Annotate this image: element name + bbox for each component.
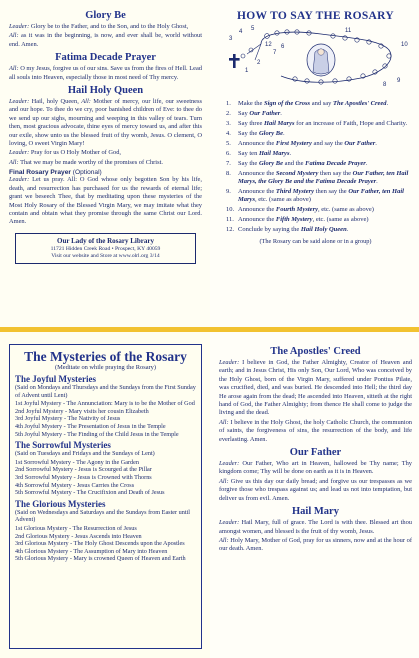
- step-item: 6. Say ten Hail Marys.: [226, 150, 292, 157]
- mystery-item: 3rd Sorrowful Mystery - Jesus is Crowned with Thorns: [15, 473, 152, 481]
- glory-be-title: Glory Be: [85, 10, 126, 21]
- hail-mary-leader: Leader: Hail Mary, full of grace. The Lord is with thee. Blessed art thou amongst women, and blessed is the fruit of thy womb, Jesus.: [219, 519, 412, 535]
- svg-text:6: 6: [280, 44, 284, 50]
- library-name: Our Lady of the Rosary Library: [57, 236, 154, 245]
- hail-mary-all: All: Holy Mary, Mother of God, pray for us sinners, now and at the hour of our death. Amen.: [219, 536, 412, 553]
- mysteries-groups: [15, 374, 196, 563]
- library-box: [15, 233, 196, 264]
- glory-be-leader: Leader: Glory be to the Father, and to the Son, and to the Holy Ghost,: [9, 23, 189, 30]
- panel-how-to: [210, 0, 419, 327]
- mystery-item: 5th Joyful Mystery - The Finding of the Child Jesus in the Temple: [15, 430, 179, 438]
- svg-text:7: 7: [272, 50, 276, 56]
- mystery-item: 4th Sorrowful Mystery - Jesus Carries the Cross: [15, 481, 135, 489]
- svg-text:10: 10: [400, 42, 408, 48]
- library-web: Visit our website and Store at www.olrl.org 3/14: [51, 252, 160, 259]
- mystery-item: 5th Glorious Mystery - Mary is crowned Queen of Heaven and Earth: [15, 555, 186, 563]
- mystery-item: 1st Sorrowful Mystery - The Agony in the Garden: [15, 458, 139, 466]
- svg-text:12: 12: [264, 42, 272, 48]
- mystery-group-note: (Said on Mondays and Thursdays and the Sundays from the First Sunday of Advent until Lent): [15, 384, 196, 399]
- mysteries-subtitle: (Meditate on while praying the Rosary): [55, 364, 156, 371]
- cross-icon: [229, 54, 240, 68]
- creed-all: All: I believe in the Holy Ghost, the holy Catholic Church, the communion of saints, the forgiveness of sins, the resurrection of the body, and life everlasting. Amen.: [219, 418, 412, 443]
- svg-text:8: 8: [382, 82, 386, 88]
- medal-figure-icon: [307, 44, 335, 76]
- rosary-diagram: [221, 24, 411, 94]
- hail-holy-queen-leader2: Leader: Pray for us O Holy Mother of God,: [9, 149, 121, 157]
- svg-text:4: 4: [238, 29, 242, 35]
- mysteries-box: [9, 344, 202, 649]
- mystery-group-title: The Glorious Mysteries: [15, 498, 106, 509]
- step-item: 7. Say the Glory Be and the Fatima Decade Prayer.: [226, 160, 368, 167]
- mystery-item: 2nd Sorrowful Mystery - Jesus is Scourged at the Pillar: [15, 466, 152, 474]
- step-item: 11. Announce the Fifth Mystery, etc. (same as above): [226, 216, 369, 224]
- how-to-note: (The Rosary can be said alone or in a group): [259, 237, 372, 245]
- svg-text:11: 11: [344, 28, 351, 34]
- hail-holy-queen-text: Leader: Hail, holy Queen, All: Mother of mercy, our life, our sweetness and our hope. To thee do we cry, poor banished children of Eve: to thee do we send up our sighs, mourning and weeping in this valley of tears. Turn then, most gracious advocate, thine eyes of mercy toward us, and after this our exile, show unto us the blessed fruit of thy womb, Jesus. O clement, O loving, O sweet Virgin Mary!: [9, 98, 202, 148]
- mystery-item: 2nd Joyful Mystery - Mary visits her cousin Elizabeth: [15, 407, 149, 415]
- svg-text:5: 5: [250, 26, 254, 32]
- our-father-all: All: Give us this day our daily bread; and forgive us our trespasses as we forgive those who trespass against us; and lead us not into temptation, but deliver us from evil. Amen.: [219, 477, 412, 502]
- library-address: 11721 Hidden Creek Road • Prospect, KY 40059: [50, 245, 161, 252]
- glory-be-all: All: as it was in the beginning, is now, and ever shall be, world without end. Amen.: [9, 32, 202, 48]
- mystery-item: 4th Joyful Mystery - The Presentation of Jesus in the Temple: [15, 422, 166, 430]
- svg-text:9: 9: [396, 78, 400, 84]
- our-father-title: Our Father: [289, 447, 342, 459]
- steps-list: [218, 100, 413, 235]
- final-prayer-title: Final Rosary Prayer (Optional): [9, 169, 102, 177]
- mystery-item: 1st Joyful Mystery - The Annunciation: Mary is to be the Mother of God: [15, 400, 195, 408]
- hail-mary-title: Hail Mary: [292, 506, 339, 518]
- mystery-item: 5th Sorrowful Mystery - The Crucifixion and Death of Jesus: [15, 489, 165, 497]
- mystery-item: 3rd Glorious Mystery - The Holy Ghost Descends upon the Apostles: [15, 540, 185, 548]
- step-item: 8. Announce the Second Mystery then say the Our Father, ten Hail Marys, the Glory Be and the Fatima Decade Prayer.: [226, 170, 409, 186]
- creed-leader: Leader: I believe in God, the Father Almighty, Creator of Heaven and earth; and in Jesus Christ, His only Son, Our Lord, Who was conceived by the Holy Ghost, born of the Virgin Mary, suffered under Pontius Pilate, was crucified, died, and was buried. He descended into Hell; the third day He arose again from the dead; He ascended into Heaven, sitteth at the right hand of God, the Father Almighty; from thence He shall come to judge the living and the dead.: [219, 359, 412, 417]
- fatima-all: All: O my Jesus, forgive us of our sins. Save us from the fires of Hell. Lead all souls into Heaven, especially those in most need of Thy mercy.: [9, 65, 202, 81]
- our-father-leader: Leader: Our Father, Who art in Heaven, hallowed be Thy name; Thy kingdom come; Thy will be done on earth as it is in Heaven.: [219, 460, 412, 476]
- step-item: 3. Say three Hail Marys for an increase of Faith, Hope and Charity.: [226, 120, 408, 127]
- step-item: 12. Conclude by saying the Hail Holy Queen.: [226, 226, 349, 234]
- mystery-item: 3rd Joyful Mystery - The Nativity of Jesus: [15, 415, 121, 423]
- mystery-group-note: (Said on Wednesdays and Saturdays and the Sundays from Easter until Advent): [15, 508, 191, 524]
- svg-text:2: 2: [256, 60, 260, 66]
- mystery-group-title: The Sorrowful Mysteries: [15, 440, 111, 451]
- creed-title: The Apostles' Creed: [270, 346, 361, 357]
- hail-holy-queen-title: Hail Holy Queen: [67, 85, 144, 97]
- panel-mysteries: [0, 327, 210, 658]
- how-to-title: HOW TO SAY THE ROSARY: [237, 10, 394, 22]
- svg-text:1: 1: [244, 68, 248, 74]
- mystery-group-title: The Joyful Mysteries: [15, 374, 96, 384]
- step-item: 10. Announce the Fourth Mystery, etc. (same as above): [226, 206, 374, 214]
- panel-prayers-top-left: [0, 0, 210, 327]
- hail-holy-queen-all2: All: That we may be made worthy of the promises of Christ.: [9, 158, 163, 166]
- mystery-item: 4th Glorious Mystery - The Assumption of Mary into Heaven: [15, 547, 168, 555]
- fatima-title: Fatima Decade Prayer: [55, 52, 156, 64]
- step-item: 9. Announce the Third Mystery then say the Our Father, ten Hail Marys, etc. (same as above): [226, 188, 404, 204]
- step-item: 5. Announce the First Mystery and say the Our Father.: [226, 140, 377, 147]
- mysteries-title: The Mysteries of the Rosary: [24, 349, 187, 364]
- final-prayer-text: Leader: Let us pray. All: O God whose only begotten Son by his life, death, and resurrection has purchased for us the rewards of eternal life; grant we beseech Thee, that by meditating upon these mysteries of the Most Holy Rosary of the Blessed Virgin Mary, we may imitate what they contain and obtain what they promise through the same Christ our Lord. Amen.: [9, 176, 202, 226]
- svg-text:3: 3: [228, 36, 232, 42]
- mystery-item: 1st Glorious Mystery - The Resurrection of Jesus: [15, 524, 137, 532]
- step-item: 1. Make the Sign of the Cross and say The Apostles' Creed.: [226, 100, 389, 107]
- step-item: 4. Say the Glory Be.: [226, 130, 285, 137]
- mystery-group-note: (Said on Tuesdays and Fridays and the Sundays of Lent): [15, 450, 155, 458]
- mystery-item: 2nd Glorious Mystery - Jesus Ascends into Heaven: [15, 532, 142, 540]
- panel-prayers-bottom-right: [210, 327, 419, 658]
- step-item: 2. Say Our Father.: [226, 110, 282, 117]
